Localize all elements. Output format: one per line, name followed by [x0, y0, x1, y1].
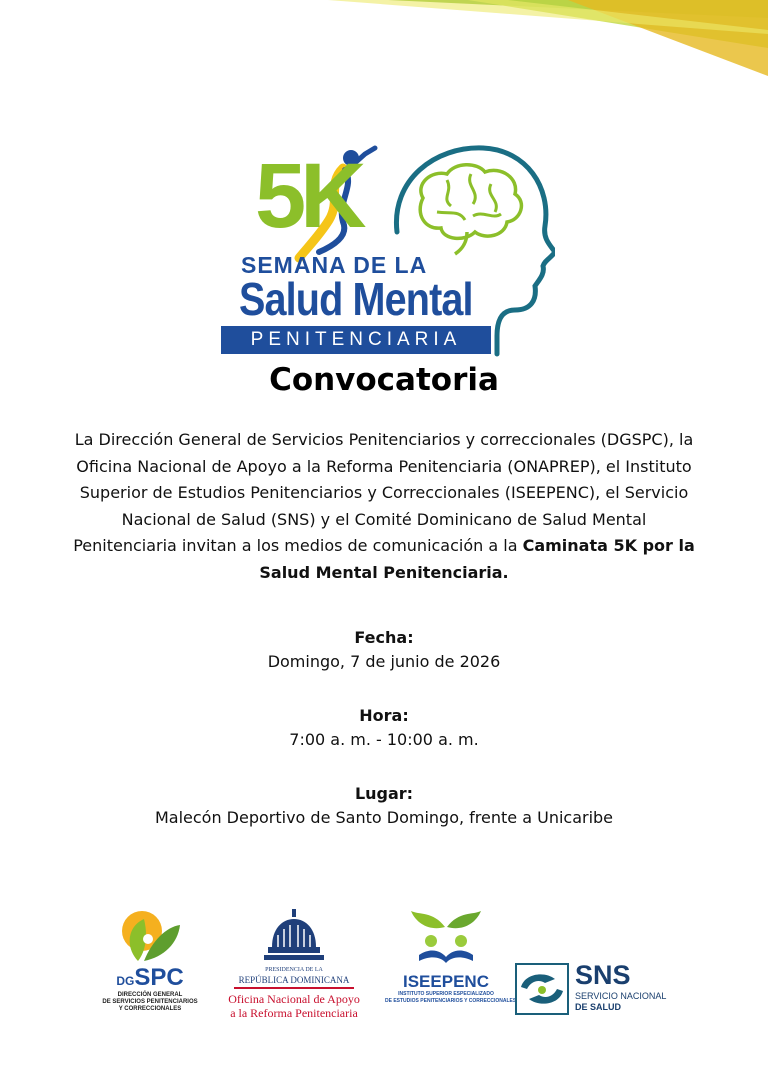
iseepenc-sub2: DE ESTUDIOS PENITENCIARIOS Y CORRECCIONALES — [385, 998, 517, 1004]
logo-line-semana: SEMANA DE LA — [241, 252, 428, 278]
intro-paragraph — [70, 427, 698, 586]
iseepenc-name: ISEEPENC — [403, 972, 489, 991]
date-label: Fecha: — [354, 628, 414, 647]
dgspc-sub1: DIRECCIÓN GENERAL — [117, 992, 183, 998]
sponsor-logos — [0, 905, 768, 1025]
sns-sub2: DE SALUD — [575, 1002, 622, 1012]
onaprep-logo — [218, 909, 370, 1020]
iseepenc-sub1: INSTITUTO SUPERIOR ESPECIALIZADO — [398, 991, 494, 997]
dgspc-logo — [100, 905, 200, 1013]
iseepenc-logo — [385, 905, 517, 1005]
logo-line-salud-mental: Salud Mental — [239, 273, 473, 325]
date-value: Domingo, 7 de junio de 2026 — [267, 652, 501, 671]
dgspc-sub3: Y CORRECCIONALES — [118, 1006, 182, 1012]
place-label: Lugar: — [354, 784, 414, 803]
onaprep-sub2: REPÚBLICA DOMINICANA — [238, 975, 350, 985]
onaprep-name2: a la Reforma Penitenciaria — [230, 1006, 358, 1020]
onaprep-sub1: PRESIDENCIA DE LA — [265, 967, 323, 973]
page-title: Convocatoria — [269, 362, 499, 398]
logo-5k-number: 5K — [255, 145, 361, 247]
sns-name: SNS — [575, 960, 631, 990]
logo-band-penitenciaria: PENITENCIARIA — [221, 326, 491, 354]
corner-stripes-decoration — [268, 0, 768, 80]
sns-hands-icon — [515, 963, 569, 1015]
place-value: Malecón Deportivo de Santo Domingo, frente a Unicaribe — [154, 808, 614, 827]
dgspc-sub2: DE SERVICIOS PENITENCIARIOS — [102, 999, 198, 1005]
time-value: 7:00 a. m. - 10:00 a. m. — [289, 730, 479, 749]
event-details — [0, 626, 768, 860]
onaprep-name1: Oficina Nacional de Apoyo — [228, 992, 360, 1006]
dgspc-name: SPC — [134, 964, 184, 991]
leaf-sun-icon — [118, 905, 182, 965]
onaprep-divider — [234, 987, 354, 989]
intro-bold-text: Caminata 5K por la Salud Mental Penitenciaria. — [259, 536, 695, 582]
intro-text: La Dirección General de Servicios Penitenciarios y correccionales (DGSPC), la Oficina Nacional de Apoyo a la Reforma Penitenciaria (ONAPREP), el Instituto Superior de Estudios Penitenciarios y Correccionales (ISEEPENC), el Servicio Nacional de Salud (SNS) y el Comité Dominicano de Salud Mental Penitenciaria invitan a los medios de comunicación a la — [73, 430, 694, 555]
time-label: Hora: — [359, 706, 409, 725]
dome-icon — [264, 909, 324, 961]
hands-book-icon — [405, 905, 487, 969]
sns-logo — [515, 960, 675, 1017]
sns-sub1: SERVICIO NACIONAL — [575, 991, 667, 1001]
event-logo — [215, 140, 555, 358]
dgspc-prefix: DG — [116, 974, 135, 988]
